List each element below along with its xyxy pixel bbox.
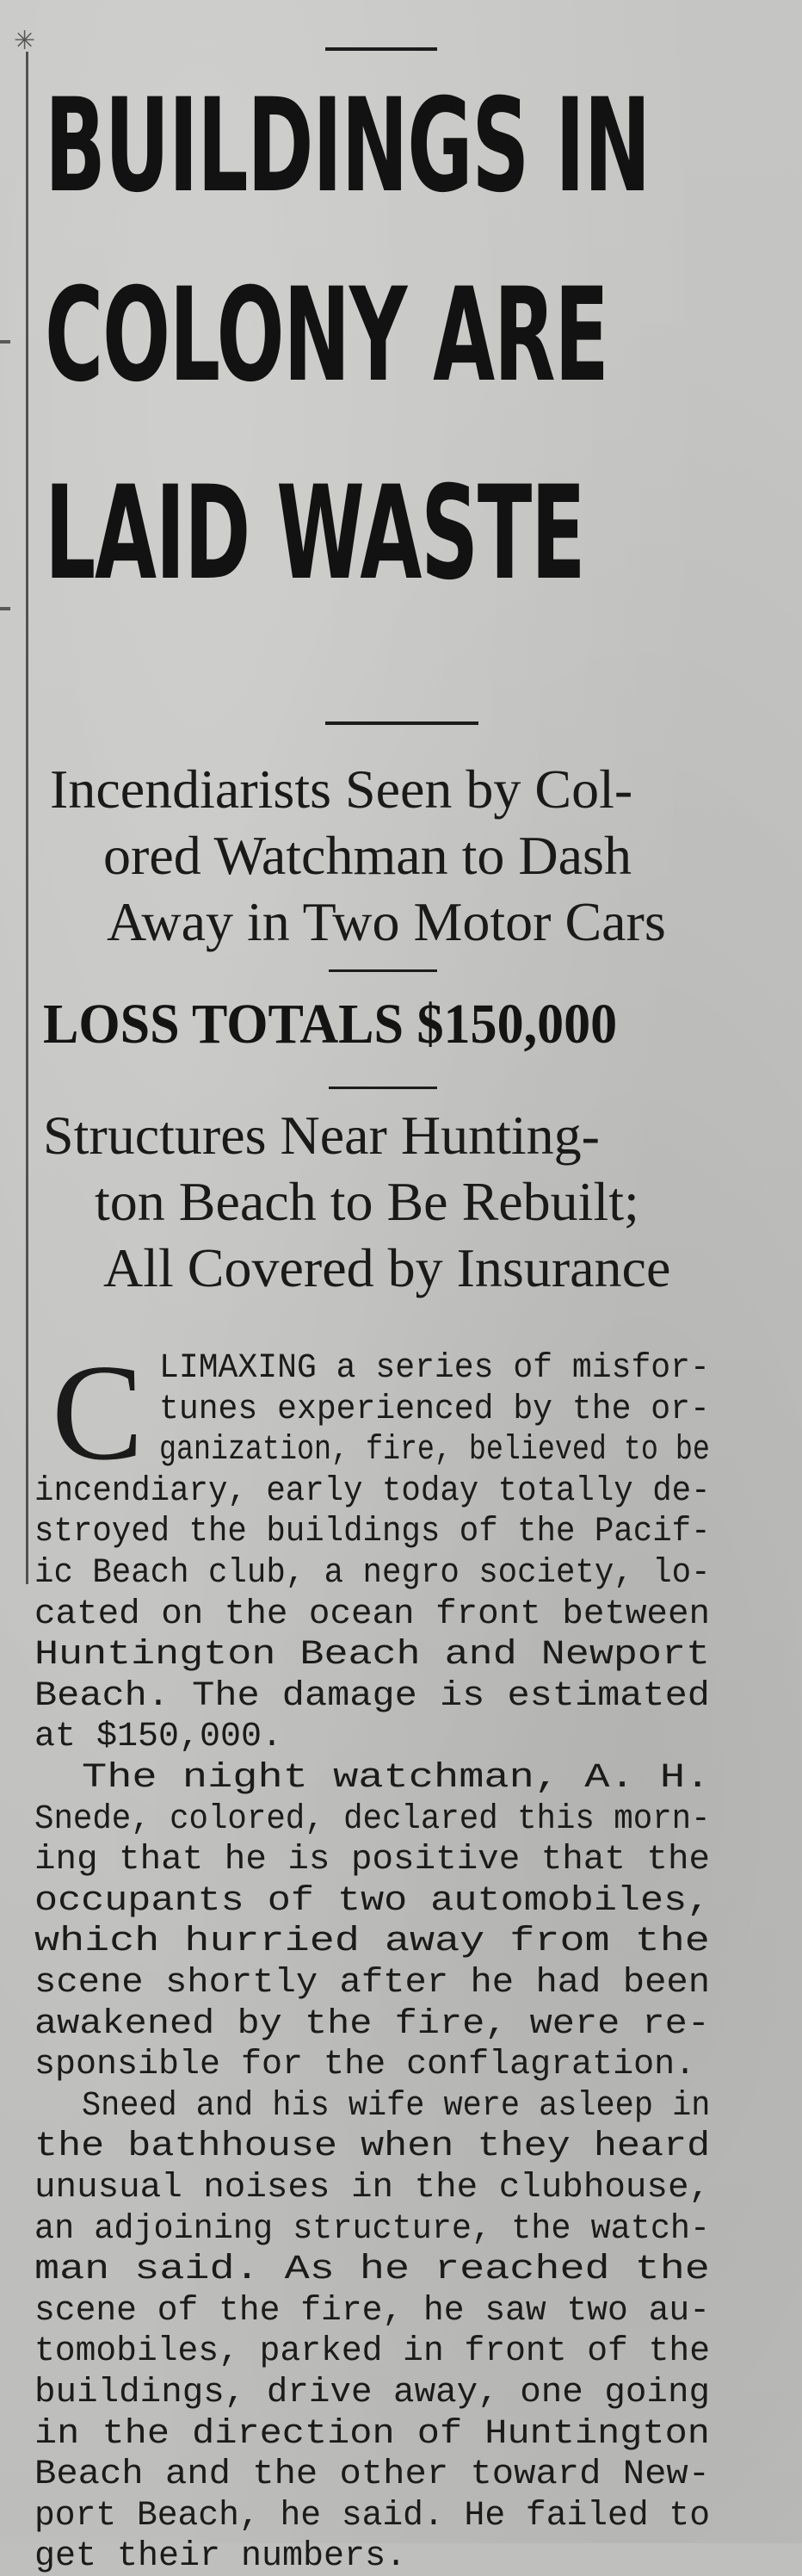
- edge-mark: [0, 607, 10, 610]
- column-rule: [26, 52, 28, 1584]
- article-line: Snede, colored, declared this morn-: [34, 1799, 711, 1839]
- article-line: Beach and the other toward New-: [34, 2455, 711, 2495]
- subheadline-two-line: Structures Near Hunting-: [43, 1105, 600, 1166]
- article-line: which hurried away from the: [34, 1923, 710, 1962]
- article-line: stroyed the buildings of the Pacif-: [34, 1513, 711, 1552]
- article-line: scene of the fire, he saw two au-: [34, 2291, 711, 2331]
- article-line: ganization, fire, believed to be: [159, 1431, 710, 1471]
- star-ornament-icon: ✳: [14, 26, 36, 56]
- headline-divider: [325, 721, 478, 725]
- subheadline-two-line: ton Beach to Be Rebuilt;: [95, 1171, 639, 1232]
- article-line: the bathhouse when they heard: [34, 2127, 711, 2167]
- article-line: Beach. The damage is estimated: [34, 1676, 710, 1716]
- article-line: awakened by the fire, were re-: [34, 2004, 710, 2044]
- headline-line-2: COLONY ARE: [45, 261, 608, 411]
- article-line: in the direction of Huntington: [34, 2414, 710, 2454]
- subheadline-two: [34, 1102, 774, 1301]
- subheadline-two-line: All Covered by Insurance: [103, 1237, 671, 1298]
- article-line: incendiary, early today totally de-: [34, 1471, 711, 1511]
- subheadline-one: [34, 756, 774, 955]
- article-line: man said. As he reached the: [34, 2251, 710, 2290]
- article-line: occupants of two automobiles,: [34, 1881, 711, 1921]
- edge-mark: [0, 340, 10, 344]
- loss-total-line: LOSS TOTALS $150,000: [43, 993, 618, 1056]
- deck-divider: [329, 1087, 437, 1089]
- subheadline-one-line: ored Watchman to Dash: [103, 825, 632, 886]
- article-line: tunes experienced by the or-: [159, 1390, 710, 1429]
- headline-line-1: BUILDINGS IN: [45, 71, 651, 221]
- article-line: scene shortly after he had been: [34, 1964, 711, 2003]
- article-line: get their numbers.: [34, 2537, 407, 2576]
- article-line: sponsible for the conflagration.: [34, 2046, 696, 2085]
- subheadline-one-line: Incendiarists Seen by Col-: [50, 759, 633, 820]
- article-body: [34, 1349, 783, 2576]
- article-line: buildings, drive away, one going: [34, 2374, 711, 2412]
- article-line: cated on the ocean front between: [34, 1595, 711, 1634]
- article-line: port Beach, he said. He failed to: [34, 2496, 711, 2536]
- article-line: LIMAXING a series of misfor-: [159, 1349, 710, 1388]
- headline-line-3: LAID WASTE: [45, 459, 585, 609]
- article-line: Huntington Beach and Newport: [34, 1636, 711, 1675]
- article-line: The night watchman, A. H.: [82, 1759, 711, 1798]
- top-rule: [325, 47, 437, 51]
- article-line: ing that he is positive that the: [34, 1841, 711, 1880]
- article-line: at $150,000.: [34, 1718, 283, 1757]
- article-line: ic Beach club, a negro society, lo-: [34, 1554, 711, 1593]
- article-line: tomobiles, parked in front of the: [34, 2332, 711, 2372]
- deck-divider: [329, 969, 437, 972]
- drop-cap: C: [52, 1335, 144, 1489]
- subheadline-one-line: Away in Two Motor Cars: [107, 891, 666, 952]
- article-line: an adjoining structure, the watch-: [34, 2209, 711, 2249]
- article-line: unusual noises in the clubhouse,: [34, 2169, 711, 2208]
- article-line: Sneed and his wife were asleep in: [82, 2086, 711, 2126]
